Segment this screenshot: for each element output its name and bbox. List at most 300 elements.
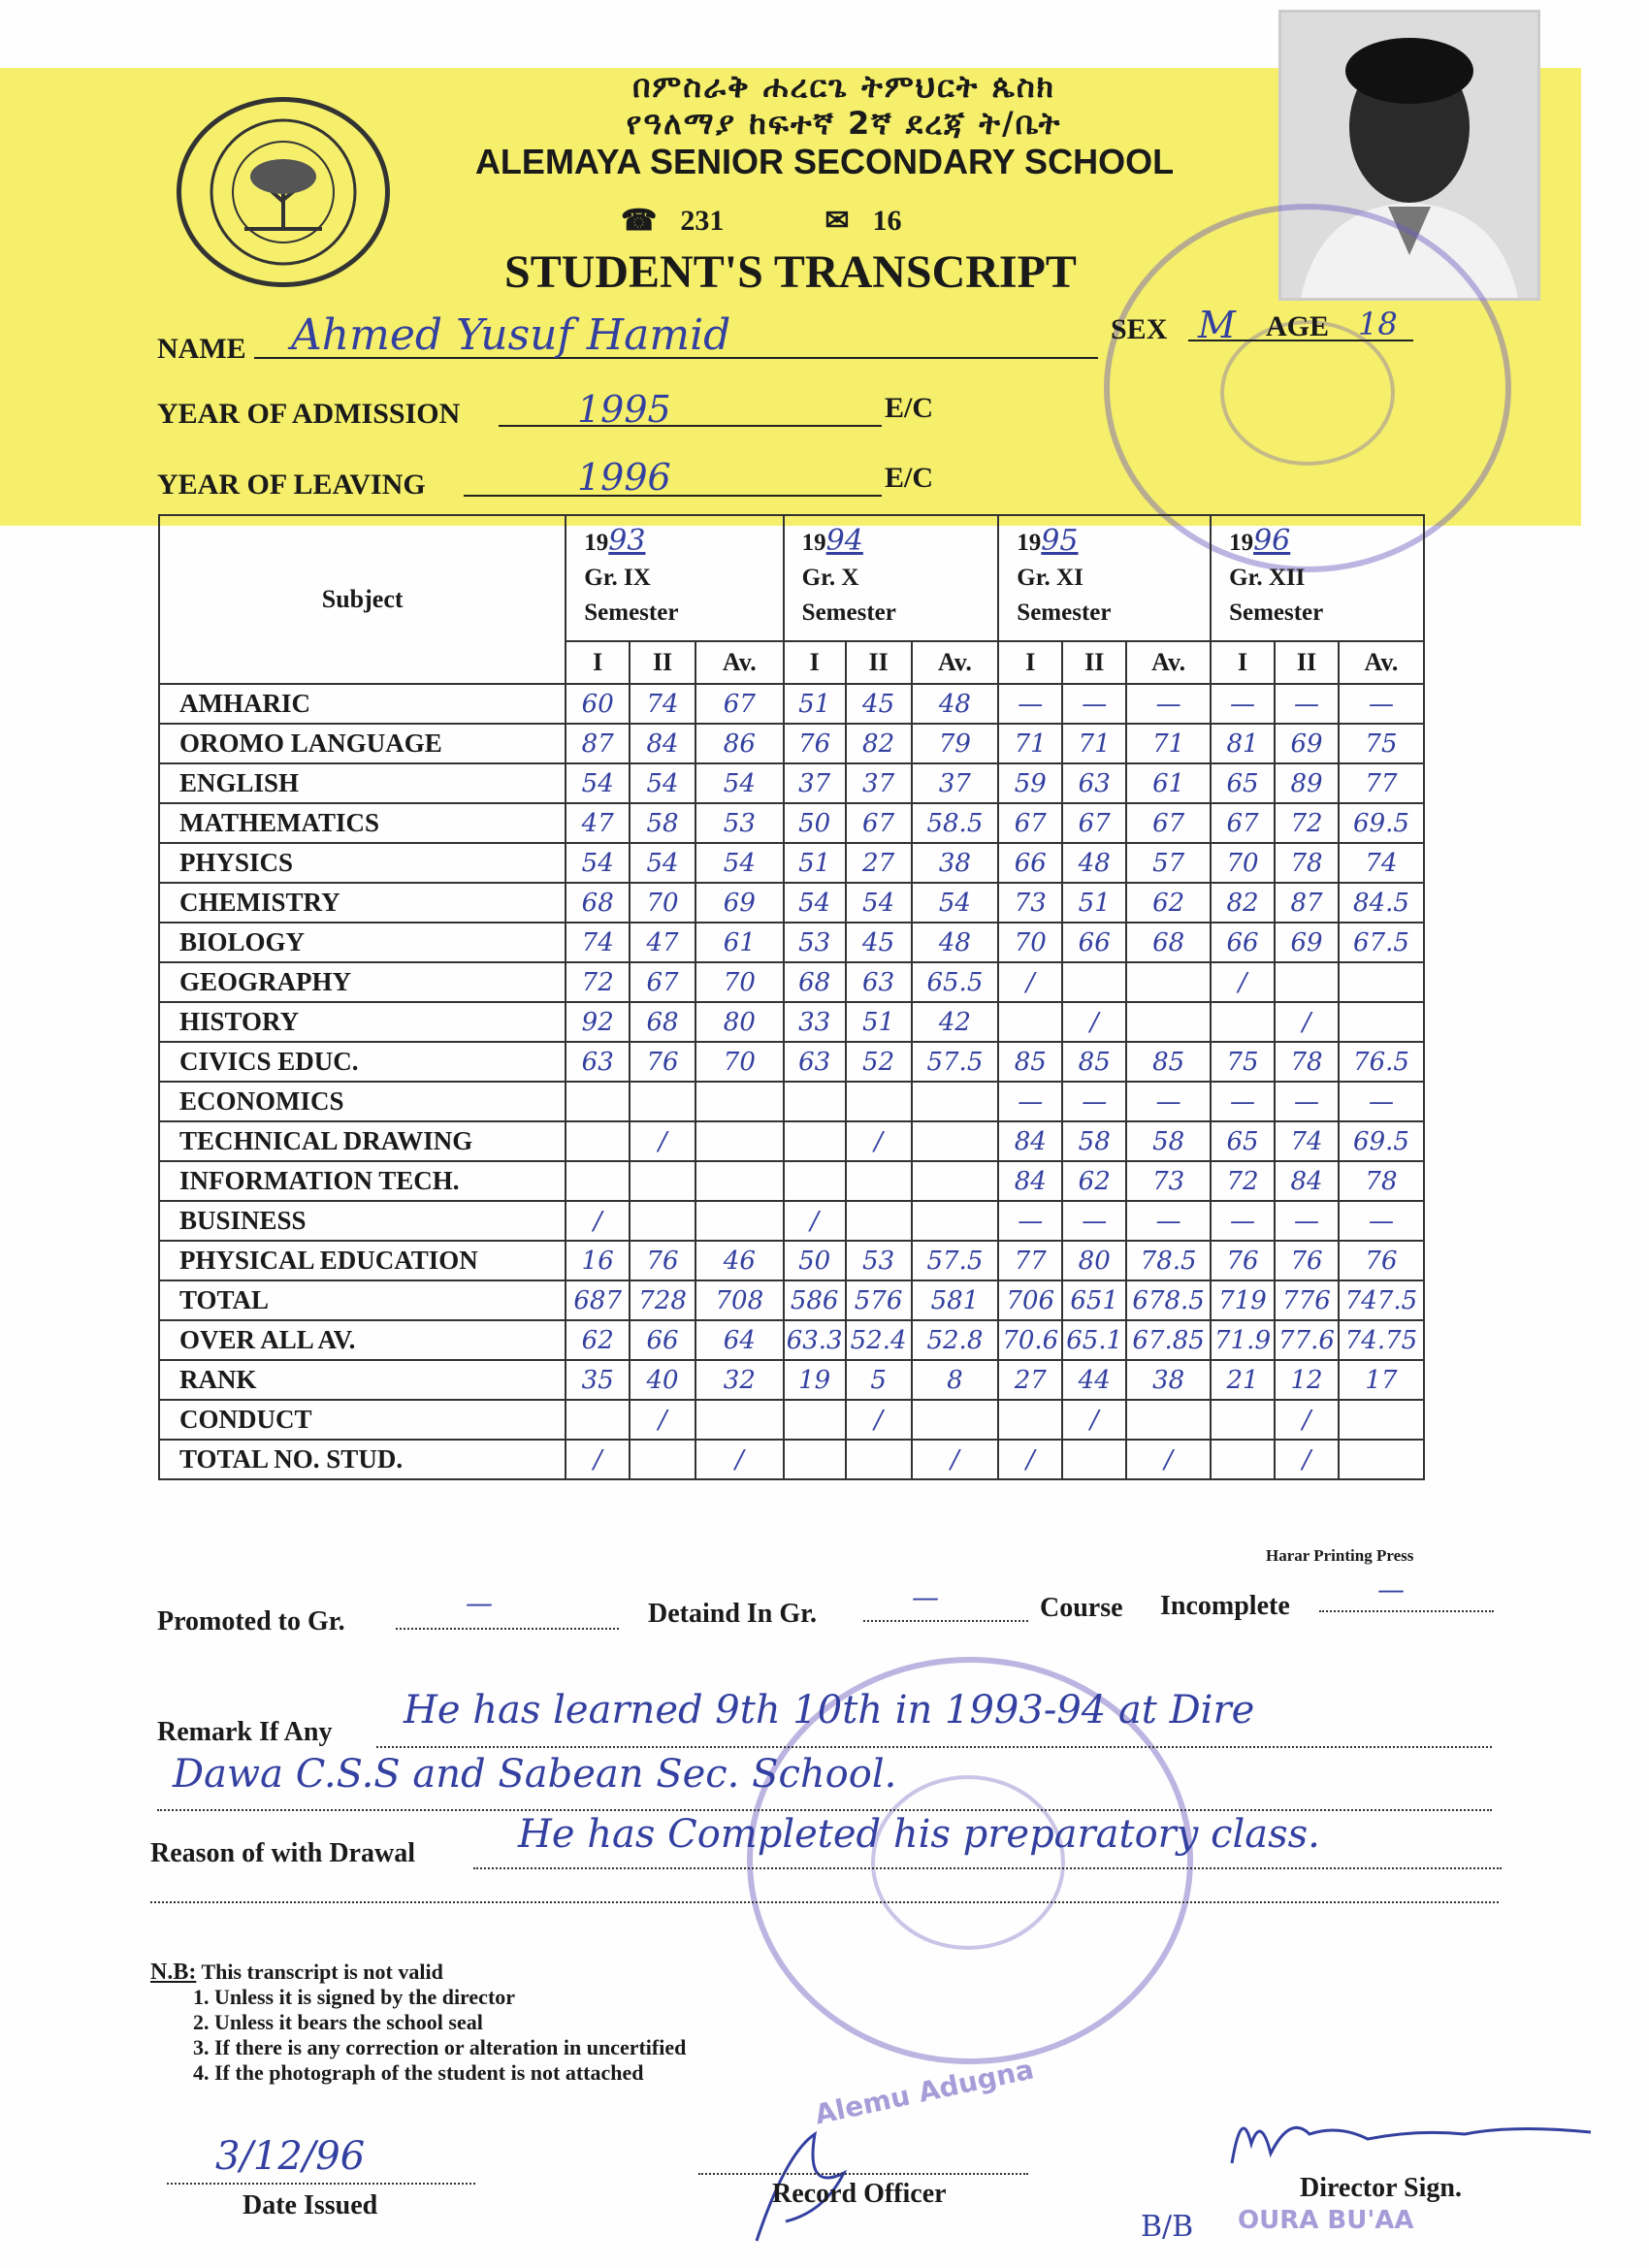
year-value: 95 (1041, 524, 1079, 558)
grade-cell (630, 1201, 695, 1241)
grade-cell: 78 (1275, 1042, 1339, 1082)
nb-item: 3. If there is any correction or alteration in uncertified (214, 2035, 686, 2060)
semester-col-header: I (566, 641, 630, 684)
subject-cell: BIOLOGY (159, 923, 566, 962)
grade-cell: — (1339, 684, 1424, 724)
grade-cell (912, 1121, 999, 1161)
grade-cell: 21 (1211, 1360, 1275, 1400)
grade-cell: 87 (1275, 883, 1339, 923)
promoted-label: Promoted to Gr. (157, 1606, 345, 1636)
grade-cell: 51 (846, 1002, 912, 1042)
grade-cell: 77.6 (1275, 1320, 1339, 1360)
grade-cell: — (1062, 1201, 1126, 1241)
year-col-2 (784, 515, 999, 641)
grade-cell: 58 (1126, 1121, 1211, 1161)
mail-icon: ✉ (824, 205, 850, 237)
grade-cell: 728 (630, 1280, 695, 1320)
printer-credit: Harar Printing Press (1266, 1546, 1414, 1565)
grade-cell (998, 1002, 1062, 1042)
grade-cell (630, 1440, 695, 1479)
table-row (159, 1241, 1424, 1280)
grade-cell: 53 (784, 923, 846, 962)
promoted-line (396, 1628, 619, 1630)
year-col-1 (566, 515, 783, 641)
year-prefix: 19 (801, 530, 826, 556)
grade-cell: — (998, 1082, 1062, 1121)
grade-cell: 70 (998, 923, 1062, 962)
page-title: STUDENT'S TRANSCRIPT (504, 246, 1077, 298)
grade-cell: 78.5 (1126, 1241, 1211, 1280)
subject-cell: PHYSICS (159, 843, 566, 883)
subject-cell: INFORMATION TECH. (159, 1161, 566, 1201)
grade-cell: — (1275, 1082, 1339, 1121)
grade-cell: 66 (630, 1320, 695, 1360)
grade-cell: 60 (566, 684, 630, 724)
semester-col-header: Av. (912, 641, 999, 684)
grade-cell: 73 (998, 883, 1062, 923)
grade-cell: — (1126, 1082, 1211, 1121)
grade-cell: 51 (784, 684, 846, 724)
reason-label: Reason of with Drawal (150, 1838, 415, 1868)
table-row (159, 923, 1424, 962)
incomplete-value: — (1377, 1573, 1405, 1605)
grade-cell: — (1211, 1201, 1275, 1241)
school-stamp-bottom-inner (871, 1775, 1065, 1950)
record-officer-line (698, 2173, 1028, 2175)
grade-cell: 53 (846, 1241, 912, 1280)
grade-cell: 54 (566, 843, 630, 883)
grade-cell: 77 (998, 1241, 1062, 1280)
grade-cell: 76.5 (1339, 1042, 1424, 1082)
grade-cell: / (1275, 1440, 1339, 1479)
nb-item: 1. Unless it is signed by the director (214, 1985, 686, 2010)
grade-cell: 52.8 (912, 1320, 999, 1360)
grade-cell: 75 (1211, 1042, 1275, 1082)
grade-cell: 678.5 (1126, 1280, 1211, 1320)
grade-cell: 47 (630, 923, 695, 962)
grade-cell: 62 (1062, 1161, 1126, 1201)
grade-cell: 74 (1339, 843, 1424, 883)
grade-cell: 67 (1211, 803, 1275, 843)
grade-cell: 12 (1275, 1360, 1339, 1400)
grade-cell: — (1275, 1201, 1339, 1241)
promoted-value: — (466, 1587, 493, 1619)
grade-cell (784, 1440, 846, 1479)
grade-cell: 33 (784, 1002, 846, 1042)
record-officer-label: Record Officer (772, 2179, 947, 2209)
grade-cell (1126, 1400, 1211, 1440)
grade-cell: 69 (1275, 923, 1339, 962)
grade-cell: 80 (695, 1002, 784, 1042)
date-issued-value: 3/12/96 (215, 2134, 366, 2179)
grade-cell (1126, 1002, 1211, 1042)
grade-cell: 47 (566, 803, 630, 843)
grade-cell: — (998, 1201, 1062, 1241)
grade-cell: 708 (695, 1280, 784, 1320)
admission-line (499, 425, 882, 427)
reason-line (473, 1867, 1502, 1869)
grade-cell: 651 (1062, 1280, 1126, 1320)
semester-col-header: Av. (695, 641, 784, 684)
grade-cell: 63 (784, 1042, 846, 1082)
semester-label: Semester (801, 599, 896, 626)
sex-age-line (1188, 340, 1413, 341)
remark-text-1: He has learned 9th 10th in 1993-94 at Dire (404, 1688, 1255, 1733)
grade-cell: 35 (566, 1360, 630, 1400)
grade-cell: 58.5 (912, 803, 999, 843)
grade-cell: 61 (695, 923, 784, 962)
grade-cell: — (1211, 1082, 1275, 1121)
grade-cell: / (1062, 1002, 1126, 1042)
year-value: 94 (825, 524, 863, 558)
grade-cell: 17 (1339, 1360, 1424, 1400)
grade-cell: 89 (1275, 763, 1339, 803)
grade-cell: 76 (630, 1042, 695, 1082)
leaving-calendar: E/C (885, 462, 934, 494)
grade-cell: 45 (846, 923, 912, 962)
grade-cell: 50 (784, 1241, 846, 1280)
table-row (159, 883, 1424, 923)
subject-cell: TOTAL (159, 1280, 566, 1320)
subject-cell: MATHEMATICS (159, 803, 566, 843)
grade-cell: 58 (630, 803, 695, 843)
year-value: 93 (608, 524, 646, 558)
year-prefix: 19 (1229, 530, 1254, 556)
grade-cell: 67 (630, 962, 695, 1002)
grade-cell (566, 1082, 630, 1121)
grade-cell: 78 (1339, 1161, 1424, 1201)
grade-cell: 71 (998, 724, 1062, 763)
grade-cell: 63 (846, 962, 912, 1002)
subject-cell: TOTAL NO. STUD. (159, 1440, 566, 1479)
grade-cell: 78 (1275, 843, 1339, 883)
grade-cell: 576 (846, 1280, 912, 1320)
grade-cell: 719 (1211, 1280, 1275, 1320)
subject-cell: ENGLISH (159, 763, 566, 803)
grade-cell: 72 (1275, 803, 1339, 843)
grade-label: Gr. X (801, 565, 859, 591)
grade-cell: / (1062, 1400, 1126, 1440)
grade-cell (846, 1440, 912, 1479)
grade-cell: — (998, 684, 1062, 724)
subject-cell: TECHNICAL DRAWING (159, 1121, 566, 1161)
semester-col-header: I (784, 641, 846, 684)
grade-cell: — (1211, 684, 1275, 724)
grade-cell: 54 (630, 763, 695, 803)
grade-cell: 76 (1211, 1241, 1275, 1280)
grade-cell (566, 1161, 630, 1201)
grade-cell: 70 (1211, 843, 1275, 883)
table-row (159, 724, 1424, 763)
grade-cell: 66 (1062, 923, 1126, 962)
grade-cell: 59 (998, 763, 1062, 803)
grade-cell: / (784, 1201, 846, 1241)
grade-cell: 74 (630, 684, 695, 724)
grade-cell: 61 (1126, 763, 1211, 803)
grade-cell: 57.5 (912, 1042, 999, 1082)
grade-cell: 73 (1126, 1161, 1211, 1201)
validity-notes (150, 1960, 686, 2086)
grade-cell (912, 1400, 999, 1440)
bb-note: B/B (1141, 2210, 1194, 2244)
leaving-line (464, 495, 882, 497)
grade-cell (784, 1400, 846, 1440)
grade-cell (695, 1161, 784, 1201)
grade-cell: — (1126, 684, 1211, 724)
detained-line (863, 1620, 1028, 1622)
grade-cell: 70 (630, 883, 695, 923)
grade-cell: 72 (1211, 1161, 1275, 1201)
grade-cell: 74 (1275, 1121, 1339, 1161)
grade-cell: 42 (912, 1002, 999, 1042)
semester-col-header: I (1211, 641, 1275, 684)
grade-cell: 54 (784, 883, 846, 923)
grade-cell: 72 (566, 962, 630, 1002)
grade-cell: 54 (630, 843, 695, 883)
grade-cell (1126, 962, 1211, 1002)
subject-cell: OROMO LANGUAGE (159, 724, 566, 763)
grade-cell: 44 (1062, 1360, 1126, 1400)
grade-cell: 5 (846, 1360, 912, 1400)
table-row (159, 1121, 1424, 1161)
grade-cell: 70.6 (998, 1320, 1062, 1360)
grade-cell (784, 1161, 846, 1201)
semester-col-header: II (630, 641, 695, 684)
phone-number: 231 (680, 204, 725, 237)
grade-cell: 84 (998, 1121, 1062, 1161)
admission-calendar: E/C (885, 392, 934, 424)
phone-icon: ☎ (621, 205, 658, 237)
grade-cell: 32 (695, 1360, 784, 1400)
grade-cell: 63.3 (784, 1320, 846, 1360)
grade-cell: / (846, 1400, 912, 1440)
grade-cell: 8 (912, 1360, 999, 1400)
grade-cell: 58 (1062, 1121, 1126, 1161)
semester-col-header: I (998, 641, 1062, 684)
year-prefix: 19 (1017, 530, 1042, 556)
grade-cell: — (1126, 1201, 1211, 1241)
grade-cell: 687 (566, 1280, 630, 1320)
grade-cell: 52.4 (846, 1320, 912, 1360)
subject-cell: CONDUCT (159, 1400, 566, 1440)
grade-cell: 40 (630, 1360, 695, 1400)
table-row (159, 1360, 1424, 1400)
grade-cell: — (1339, 1201, 1424, 1241)
grade-cell: 70 (695, 1042, 784, 1082)
grade-cell: 54 (695, 763, 784, 803)
grade-cell (630, 1161, 695, 1201)
table-row (159, 1320, 1424, 1360)
grade-cell (1211, 1440, 1275, 1479)
name-label: NAME (157, 333, 246, 365)
grade-cell: 67 (1126, 803, 1211, 843)
semester-label: Semester (1229, 599, 1324, 626)
remark-line-2 (157, 1809, 1492, 1811)
year-value: 96 (1253, 524, 1291, 558)
grade-cell: 747.5 (1339, 1280, 1424, 1320)
grade-cell (1339, 1400, 1424, 1440)
student-age: 18 (1358, 306, 1398, 342)
grade-cell (998, 1400, 1062, 1440)
subject-cell: OVER ALL AV. (159, 1320, 566, 1360)
remark-label: Remark If Any (157, 1717, 333, 1747)
grade-cell: 76 (1339, 1241, 1424, 1280)
leaving-year: 1996 (577, 456, 671, 499)
grade-cell: 81 (1211, 724, 1275, 763)
grade-cell: 67 (695, 684, 784, 724)
grade-cell (846, 1082, 912, 1121)
date-line (167, 2183, 475, 2185)
grade-cell: 84 (630, 724, 695, 763)
grade-cell: 85 (998, 1042, 1062, 1082)
grade-cell: 63 (566, 1042, 630, 1082)
grade-cell: 38 (1126, 1360, 1211, 1400)
grade-cell: 57.5 (912, 1241, 999, 1280)
grade-cell: 80 (1062, 1241, 1126, 1280)
grade-cell (630, 1082, 695, 1121)
grade-cell: 45 (846, 684, 912, 724)
grade-cell: 65 (1211, 763, 1275, 803)
incomplete-label: Incomplete (1160, 1591, 1290, 1621)
grade-cell: — (1339, 1082, 1424, 1121)
table-row (159, 803, 1424, 843)
grade-cell: / (1275, 1002, 1339, 1042)
pobox-number: 16 (872, 204, 902, 237)
grade-cell: 706 (998, 1280, 1062, 1320)
grade-cell: 85 (1062, 1042, 1126, 1082)
grade-cell: 37 (912, 763, 999, 803)
grade-cell: 74.75 (1339, 1320, 1424, 1360)
grade-cell: 65.1 (1062, 1320, 1126, 1360)
grade-cell: 76 (1275, 1241, 1339, 1280)
grade-cell (784, 1082, 846, 1121)
grade-cell: 74 (566, 923, 630, 962)
nb-item: 4. If the photograph of the student is not attached (214, 2060, 686, 2086)
grade-cell: 68 (1126, 923, 1211, 962)
grade-cell: / (1275, 1400, 1339, 1440)
table-row (159, 1280, 1424, 1320)
subject-cell: RANK (159, 1360, 566, 1400)
grade-cell: 64 (695, 1320, 784, 1360)
grade-cell (1339, 1440, 1424, 1479)
sex-label: SEX (1111, 313, 1168, 345)
grade-cell: / (998, 1440, 1062, 1479)
grade-cell: 51 (784, 843, 846, 883)
reason-text: He has Completed his preparatory class. (518, 1812, 1320, 1857)
table-row (159, 763, 1424, 803)
grade-cell: 48 (912, 923, 999, 962)
grade-cell (1339, 1002, 1424, 1042)
admission-year: 1995 (577, 388, 671, 431)
detained-value: — (912, 1581, 939, 1613)
grade-cell: — (1062, 684, 1126, 724)
grade-cell: 16 (566, 1241, 630, 1280)
amharic-line-2: የዓለማያ ከፍተኛ 2ኛ ደረጃ ት/ቤት (626, 105, 1062, 142)
grade-cell (1211, 1400, 1275, 1440)
grade-cell: 37 (784, 763, 846, 803)
grade-cell: / (912, 1440, 999, 1479)
year-col-4 (1211, 515, 1424, 641)
grade-cell (695, 1400, 784, 1440)
grade-cell: 82 (1211, 883, 1275, 923)
grade-cell: 77 (1339, 763, 1424, 803)
grade-cell: 27 (998, 1360, 1062, 1400)
grade-cell: 67 (998, 803, 1062, 843)
grade-cell: 51 (1062, 883, 1126, 923)
grade-cell: 65 (1211, 1121, 1275, 1161)
table-row (159, 1400, 1424, 1440)
grade-cell: 46 (695, 1241, 784, 1280)
table-row (159, 1002, 1424, 1042)
grade-cell (695, 1201, 784, 1241)
date-issued-label: Date Issued (242, 2190, 378, 2220)
semester-label: Semester (1017, 599, 1112, 626)
grade-cell: 76 (784, 724, 846, 763)
grade-cell (846, 1201, 912, 1241)
year-prefix: 19 (584, 530, 609, 556)
grade-cell: 54 (846, 883, 912, 923)
subject-cell: BUSINESS (159, 1201, 566, 1241)
grade-cell: 52 (846, 1042, 912, 1082)
nb-item: 2. Unless it bears the school seal (214, 2010, 686, 2035)
semester-col-header: II (1062, 641, 1126, 684)
semester-col-header: II (846, 641, 912, 684)
table-row (159, 1082, 1424, 1121)
grade-cell (1062, 1440, 1126, 1479)
grade-cell: 586 (784, 1280, 846, 1320)
subject-cell: ECONOMICS (159, 1082, 566, 1121)
grade-cell: 38 (912, 843, 999, 883)
amharic-line-1: በምስራቅ ሐረርጌ ትምህርት ጴስክ (632, 68, 1055, 105)
grade-cell: 66 (1211, 923, 1275, 962)
grade-cell (1211, 1002, 1275, 1042)
tree-emblem-icon (196, 114, 371, 270)
grade-cell: 67 (1062, 803, 1126, 843)
school-contacts (621, 204, 902, 238)
grade-cell: 76 (630, 1241, 695, 1280)
grade-cell (1339, 962, 1424, 1002)
remark-line-1 (376, 1746, 1492, 1748)
grade-cell: 71 (1126, 724, 1211, 763)
grade-cell: 69 (1275, 724, 1339, 763)
table-row (159, 1440, 1424, 1479)
remark-text-2: Dawa C.S.S and Sabean Sec. School. (173, 1752, 897, 1797)
grade-cell: 67.5 (1339, 923, 1424, 962)
incomplete-line (1319, 1610, 1494, 1612)
table-row (159, 1161, 1424, 1201)
grade-cell: 62 (566, 1320, 630, 1360)
record-stamp-name: Alemu Adugna (812, 2053, 1037, 2131)
grade-cell: 75 (1339, 724, 1424, 763)
grade-cell: 63 (1062, 763, 1126, 803)
grade-cell (912, 1082, 999, 1121)
grade-cell (566, 1121, 630, 1161)
grade-cell: 37 (846, 763, 912, 803)
grade-cell: / (630, 1400, 695, 1440)
grade-cell: 776 (1275, 1280, 1339, 1320)
grade-cell: 67.85 (1126, 1320, 1211, 1360)
grade-cell (912, 1201, 999, 1241)
grade-cell: 84 (998, 1161, 1062, 1201)
subject-cell: HISTORY (159, 1002, 566, 1042)
grade-cell: 57 (1126, 843, 1211, 883)
grade-cell: / (566, 1440, 630, 1479)
grade-cell: 79 (912, 724, 999, 763)
course-label: Course (1040, 1593, 1123, 1623)
grade-cell (695, 1121, 784, 1161)
nb-list (150, 1985, 686, 2086)
grade-cell: 69.5 (1339, 1121, 1424, 1161)
